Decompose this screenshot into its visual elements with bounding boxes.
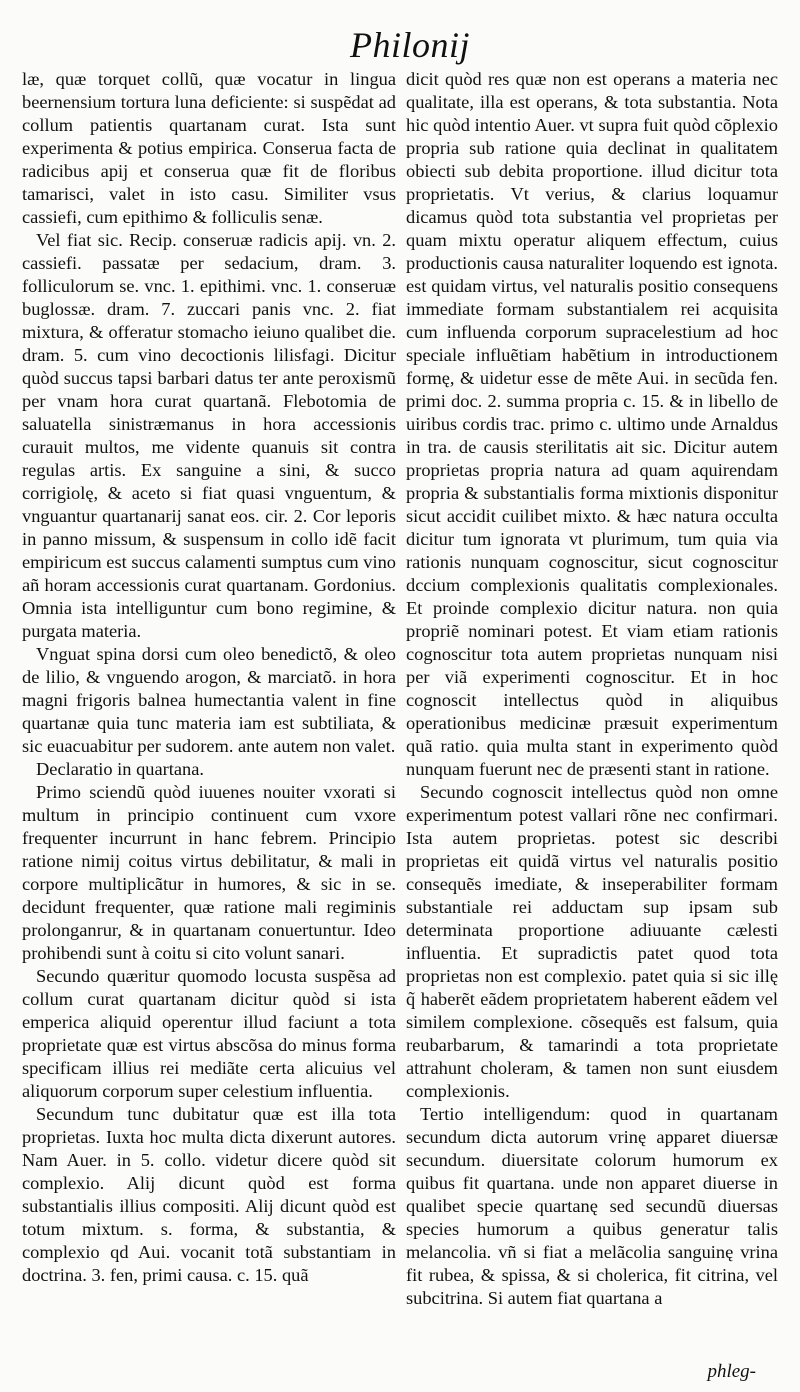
paragraph: Tertio intelligendum: quod in quartanam secundum dicta autorum vrinę apparet diuersæ secundum. diuersitate colorum humorum ex quibus fit quartana. unde non apparet diuerse in qualibet specie quartanę sed secundũ diuersas species humorum a quibus generatur talis melancolia. vñ si fiat a melãcolia sanguinę vrina fit rubea, & spissa, & si cholerica, fit citrina, vel subcitrina. Si autem fiat quartana a (406, 1104, 778, 1308)
section-heading: Declaratio in quartana. (36, 759, 204, 779)
paragraph: Secundo quæritur quomodo locusta suspẽsa ad collum curat quartanam dicitur quòd si ista emperica aliquid operentur illud faciunt a tota proprietate quæ est virtus abscõsa do minus forma specificam illius rei mediãte certa alicuius vel aliquorum corporum super celestium influentia. (22, 966, 396, 1101)
catchword: phleg- (707, 1361, 756, 1382)
paragraph: læ, quæ torquet collũ, quæ vocatur in lingua beernensium tortura luna deficiente: si suspẽdat ad collum patientis quartanam curat. Ista sunt experimenta & potius empirica. Conserua facta de radicibus apij et conserua quæ fit de floribus tamarisci, valet in isto casu. Similiter vsus cassiefi, cum epithimo & folliculis senæ. (22, 69, 396, 227)
paragraph: dicit quòd res quæ non est operans a materia nec qualitate, illa est operans, & tota substantia. Nota hic quòd intentio Auer. vt supra fuit quòd cõplexio propria sub ratione quia declinat in qualitatem obiecti sub debita proportione. illud dicitur tota proprietatis. Vt verius, & clarius loquamur dicamus quòd tota substantia vel proprietas per quam mixtu operatur aliquem effectum, cuius productionis causa naturaliter loquendo est ignota. est quidam virtus, vel naturalis positio consequens immediate formam substantialem rei acquisita cum influenda corporum supracelestium ad hoc speciale influẽtiam habẽtium in introductionem formę, & uidetur esse de mẽte Aui. in secũda fen. primi doc. 2. summa propria c. 15. & in libello de uiribus cordis trac. primo c. ultimo unde Arnaldus in tra. de causis sterilitatis ait sic. Dicitur autem proprietas propria natura ad quam aquirendam propria & substantialis forma mixtionis disponitur sicut accidit cuilibet mixto. & hæc natura occulta dicitur tum ignorata vt plurimum, tum quia via rationis nunquam cognoscitur, sicut cognoscitur dccium complexionis qualitatis complexionales. Et proinde complexio dicitur natura. non quia propriẽ nominari potest. Et viam etiam rationis cognoscitur tota autem proprietas nunquam nisi per viã experimenti cognoscitur. Et in hoc cognoscit intellectus quòd in aliquibus operationibus medicinæ præsuit experimentum quã ratio. quia multa stant in experimento quòd nunquam fuerunt nec de præsenti stant in ratione. (406, 69, 778, 779)
paragraph: Vel fiat sic. Recip. conseruæ radicis apij. vn. 2. cassiefi. passatæ per sedacium, dram. 3. folliculorum se. vnc. 1. epithimi. vnc. 1. conseruæ buglossæ. dram. 7. zuccari panis vnc. 2. fiat mixtura, & offeratur stomacho ieiuno qualibet die. dram. 5. cum vino decoctionis lilisfagi. Dicitur quòd succus tapsi barbari datus ter ante peroxismũ per vnam hora curat quartanã. Flebotomia de saluatella sinistræmanus in hora accessionis curauit multos, me vidente quanuis sit contra regulas artis. Ex sanguine a sini, & succo corrigiolę, & aceto si fiat quasi vnguentum, & vnguantur quartanarij sanat eos. cir. 2. Cor leporis in panno missum, & suspensum in collo idẽ facit empiricum est succus calamenti sumptus cum vino añ horam accessionis curat quartanam. Gordonius. Omnia ista intelliguntur cum bono regimine, & purgata materia. (22, 230, 396, 641)
right-column (406, 68, 778, 1310)
paragraph: Primo sciendũ quòd iuuenes nouiter vxorati si multum in principio continuent cum vxore frequenter incurrunt in hanc febrem. Principio ratione nimij coitus virtus debilitatur, & mali in corpore multiplicãtur in humores, & sic in se. decidunt frequenter, quæ ratione mali regiminis prolonganrur, & in quartanam conuertuntur. Ideo prohibendi sunt à coitu si cito volunt sanari. (22, 782, 396, 963)
running-head: Philonij (350, 25, 470, 65)
paragraph: Secundum tunc dubitatur quæ est illa tota proprietas. Iuxta hoc multa dicta dixerunt autores. Nam Auer. in 5. collo. videtur dicere quòd sit complexio. Alij dicunt quòd est forma substantialis illius compositi. Alij dicunt quòd est totum mixtum. s. forma, & substantia, & complexio qd Aui. vocanit totã substantiam in doctrina. 3. fen, primi causa. c. 15. quã (22, 1104, 396, 1285)
page-header (0, 22, 800, 68)
paragraph: Vnguat spina dorsi cum oleo benedictõ, & oleo de lilio, & vnguendo arogon, & marciatõ. in hora magni frigoris balnea humectantia valent in fine quartanæ quia tunc materia iam est subtiliata, & sic euacuabitur per sudorem. ante autem non valet. (22, 644, 396, 756)
left-column (22, 68, 396, 1287)
paragraph: Secundo cognoscit intellectus quòd non omne experimentum potest vallari rõne nec confirmari. Ista autem proprietas. potest sic describi proprietas eit quidã virtus vel naturalis positio consequẽs imediate, & inseperabiliter formam substantiale rei adductam sup ipsam sub determinata proportione adiuuante cælesti influentia. Et supradictis patet quod tota proprietas non est complexio. patet quia si sic illę q̃ haberẽt eãdem proprietatem haberent eãdem vel similem complexione. cõsequẽs est falsum, quia reubarbarum, & tamarindi a tota proprietate attrahunt choleram, & tamen non sunt eiusdem complexionis. (406, 782, 778, 1101)
